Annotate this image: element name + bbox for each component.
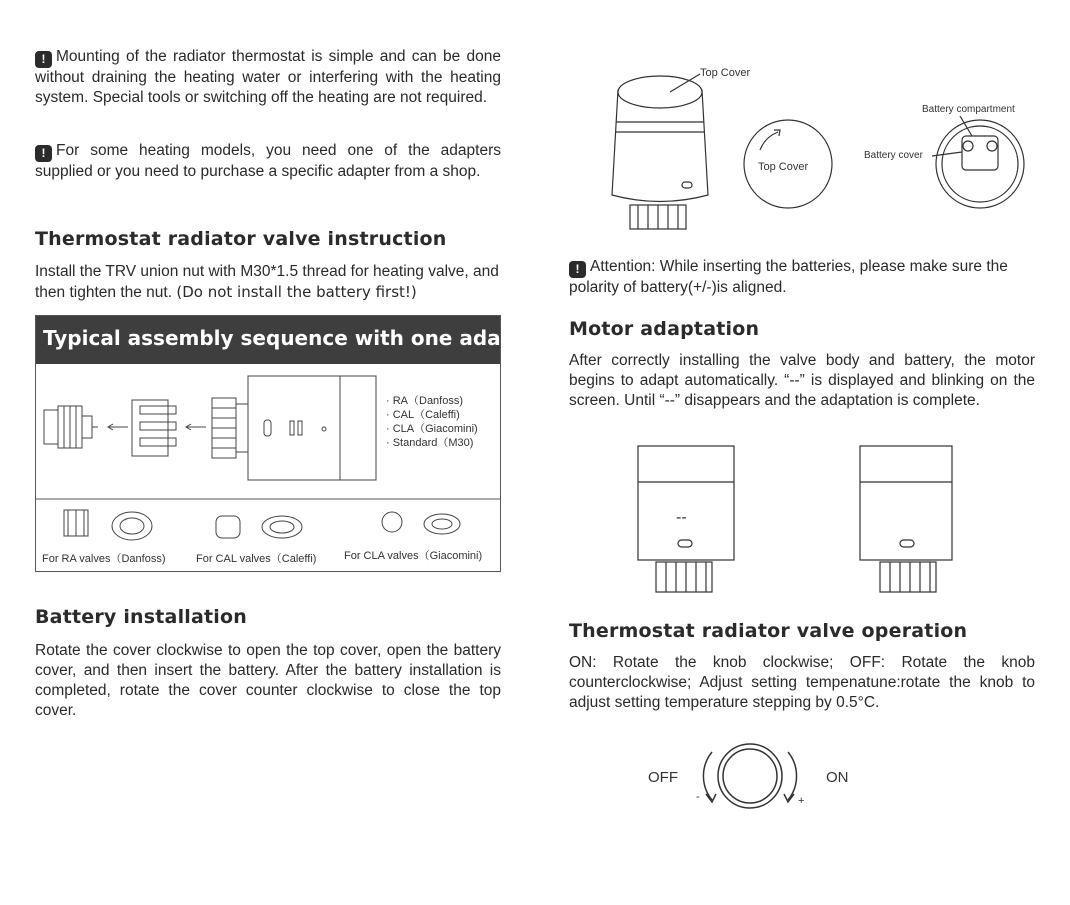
display-dash: -- bbox=[676, 509, 687, 526]
off-label: OFF bbox=[648, 769, 678, 786]
caption-cal: For CAL valves（Caleffi) bbox=[196, 553, 317, 565]
instruction-emphasis: (Do not install the battery first!) bbox=[176, 283, 417, 301]
attention-note bbox=[569, 257, 1035, 298]
attention-text: Attention: While inserting the batteries, please make sure the polarity of battery(+/-)is aligned. bbox=[569, 258, 1008, 296]
knob-figure bbox=[640, 738, 880, 818]
counterclockwise-arrow-icon bbox=[703, 752, 712, 800]
warning-icon: ! bbox=[35, 51, 52, 68]
clockwise-arrow-icon bbox=[788, 752, 797, 800]
caption-cla: For CLA valves（Giacomini) bbox=[344, 550, 483, 562]
adapter-list-cal: · CAL（Caleffi) bbox=[386, 409, 460, 421]
label-battery-cover: Battery cover bbox=[864, 150, 923, 161]
warning-icon: ! bbox=[569, 261, 586, 278]
instruction-heading: Thermostat radiator valve instruction bbox=[35, 228, 447, 250]
valve-base bbox=[44, 410, 58, 444]
label-battery-compartment: Battery compartment bbox=[922, 104, 1015, 115]
adapter-list-cla: · CLA（Giacomini) bbox=[386, 423, 478, 435]
motor-figure bbox=[630, 440, 960, 600]
battery-heading: Battery installation bbox=[35, 606, 247, 628]
adapter-note bbox=[35, 141, 501, 182]
battery-figure bbox=[600, 60, 1040, 240]
operation-heading: Thermostat radiator valve operation bbox=[569, 620, 968, 642]
minus-label: - bbox=[696, 791, 700, 803]
instruction-body: Install the TRV union nut with M30*1.5 thread for heating valve, and then tighten the nut. bbox=[35, 263, 499, 301]
warning-icon: ! bbox=[35, 145, 52, 162]
adapter-list-ra: · RA（Danfoss) bbox=[386, 395, 464, 407]
mounting-note bbox=[35, 47, 501, 108]
motor-text: After correctly installing the valve body and battery, the motor begins to adapt automatically. “--” is displayed and blinking on the screen. Until “--” disappears and the adaptation is complete. bbox=[569, 352, 1035, 409]
thermostat-body bbox=[248, 376, 376, 480]
assembly-diagram bbox=[36, 364, 500, 571]
motor-heading: Motor adaptation bbox=[569, 318, 760, 340]
cal-valve-icon bbox=[216, 516, 240, 538]
on-label: ON bbox=[826, 769, 849, 786]
caption-ra: For RA valves（Danfoss) bbox=[42, 553, 166, 565]
mounting-note-text: Mounting of the radiator thermostat is simple and can be done without draining the heating water or interfering with the heating system. Special tools or switching off the heating are not required. bbox=[35, 48, 501, 106]
instruction-text bbox=[35, 262, 501, 303]
battery-text: Rotate the cover clockwise to open the top cover, open the battery cover, and then insert the battery. After the battery installation is completed, rotate the cover counter clockwise to close the top cover. bbox=[35, 642, 501, 719]
adapter-list-standard: · Standard（M30) bbox=[386, 437, 474, 449]
operation-text: ON: Rotate the knob clockwise; OFF: Rotate the knob counterclockwise; Adjust setting tempenatune:rotate the knob to adjust setting temperature stepping by 0.5°C. bbox=[569, 654, 1035, 711]
label-top-cover-circle: Top Cover bbox=[758, 161, 809, 173]
plus-label: + bbox=[798, 795, 805, 807]
adapter bbox=[132, 400, 168, 456]
assembly-title: Typical assembly sequence with one adapter bbox=[36, 316, 500, 364]
adapter-note-text: For some heating models, you need one of the adapters supplied or you need to purchase a specific adapter from a shop. bbox=[35, 142, 501, 180]
assembly-box bbox=[35, 315, 548, 572]
label-top-cover: Top Cover bbox=[700, 67, 751, 79]
cla-valve-icon bbox=[382, 512, 402, 532]
